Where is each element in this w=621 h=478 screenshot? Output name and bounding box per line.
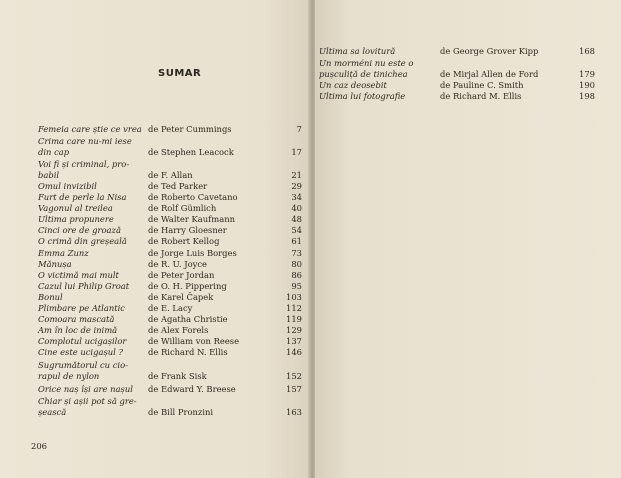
- entry-author: de William von Reese: [148, 336, 240, 346]
- entry-title: Plimbare pe Atlantic: [38, 303, 125, 313]
- entry-author: de Agatha Christie: [148, 314, 228, 324]
- entry-page-number: 146: [286, 347, 302, 357]
- entry-title: Ultima sa lovitură: [319, 46, 396, 56]
- entry-author: de Mirjal Allen de Ford: [440, 69, 539, 79]
- entry-author: de Frank Sisk: [148, 371, 207, 381]
- entry-page-number: 7: [296, 124, 302, 134]
- entry-page-number: 179: [579, 69, 595, 79]
- entry-page-number: 40: [291, 203, 302, 213]
- entry-page-number: 86: [291, 270, 302, 280]
- entry-author: de Rolf Gümlich: [148, 203, 217, 213]
- entry-page-number: 95: [291, 281, 302, 291]
- entry-title: Sugrumătorul cu cio-: [38, 360, 128, 370]
- entry-title: Un morméni nu este o: [319, 58, 414, 68]
- entry-title: Mănușa: [38, 259, 72, 269]
- entry-page-number: 112: [286, 303, 302, 313]
- entry-page-number: 119: [286, 314, 302, 324]
- entry-author: de Peter Cummings: [148, 124, 232, 134]
- entry-title: Voi fi și criminal, pro-: [38, 159, 130, 169]
- entry-page-number: 163: [286, 407, 302, 417]
- entry-title: Ultima lui fotografie: [319, 91, 406, 101]
- entry-author: de Pauline C. Smith: [440, 80, 524, 90]
- page-title: SUMAR: [158, 68, 202, 79]
- entry-author: de Richard N. Ellis: [148, 347, 228, 357]
- entry-title: Comoara mascată: [38, 314, 115, 324]
- entry-author: de O. H. Pippering: [148, 281, 227, 291]
- entry-page-number: 61: [291, 236, 302, 246]
- entry-title: Omul invizibil: [38, 181, 97, 191]
- entry-author: de Alex Forels: [148, 325, 209, 335]
- entry-author: de Ted Parker: [148, 181, 208, 191]
- entry-author: de Peter Jordan: [148, 270, 215, 280]
- entry-author: de E. Lacy: [148, 303, 193, 313]
- entry-page-number: 73: [291, 248, 302, 258]
- entry-title: Cinci ore de groază: [38, 225, 121, 235]
- entry-title: Crima care nu-mi iese: [38, 136, 132, 146]
- entry-author: de Jorge Luis Borges: [148, 248, 237, 258]
- entry-page-number: 17: [291, 147, 302, 157]
- entry-title: Chiar și așii pot să gre-: [38, 396, 137, 406]
- entry-author: de Robert Kellog: [148, 236, 220, 246]
- entry-title: șească: [38, 407, 67, 417]
- entry-page-number: 129: [286, 325, 302, 335]
- entry-page-number: 54: [291, 225, 302, 235]
- entry-title: babil: [38, 170, 60, 180]
- entry-page-number: 137: [286, 336, 302, 346]
- entry-page-number: 168: [579, 46, 595, 56]
- entry-author: de Bill Pronzini: [148, 407, 214, 417]
- entry-author: de Richard M. Ellis: [440, 91, 522, 101]
- table-of-contents-continued: [315, 0, 621, 478]
- entry-page-number: 157: [286, 384, 302, 394]
- entry-author: de R. U. Joyce: [148, 259, 207, 269]
- entry-page-number: 80: [291, 259, 302, 269]
- entry-title: Cine este ucigașul ?: [38, 347, 123, 357]
- entry-title: Furt de perle la Nisa: [38, 192, 127, 202]
- entry-title: O victimă mai mult: [38, 270, 119, 280]
- entry-page-number: 34: [291, 192, 302, 202]
- page-number: 206: [31, 441, 47, 451]
- entry-title: Am în loc de inimă: [38, 325, 118, 335]
- entry-title: Complotul ucigașilor: [38, 336, 127, 346]
- entry-author: de Roberto Cavetano: [148, 192, 238, 202]
- entry-page-number: 198: [579, 91, 595, 101]
- entry-author: de George Grover Kipp: [440, 46, 539, 56]
- entry-page-number: 29: [291, 181, 302, 191]
- entry-title: Cazul lui Philip Groat: [38, 281, 130, 291]
- entry-title: rapul de nylon: [38, 371, 100, 381]
- entry-author: de Edward Y. Breese: [148, 384, 236, 394]
- entry-author: de Stephen Leacock: [148, 147, 234, 157]
- entry-author: de Harry Gloesner: [148, 225, 227, 235]
- entry-author: de F. Allan: [148, 170, 193, 180]
- entry-page-number: 21: [291, 170, 302, 180]
- entry-title: pușculiță de tinichea: [319, 69, 408, 79]
- entry-page-number: 103: [286, 292, 302, 302]
- entry-title: Vagonul al treilea: [38, 203, 113, 213]
- entry-title: Emma Zunz: [38, 248, 89, 258]
- entry-author: de Karel Čapek: [148, 292, 214, 302]
- entry-page-number: 152: [286, 371, 302, 381]
- entry-page-number: 48: [291, 214, 302, 224]
- entry-title: Femeia care știe ce vrea: [38, 124, 142, 134]
- entry-title: Un caz deosebit: [319, 80, 387, 90]
- entry-title: O crimă din greșeală: [38, 236, 127, 246]
- entry-title: Ultima propunere: [38, 214, 114, 224]
- entry-title: Orice naș își are nașul: [38, 384, 133, 394]
- entry-title: Bonul: [38, 292, 63, 302]
- entry-title: din cap: [38, 147, 70, 157]
- right-page: [315, 0, 621, 478]
- entry-author: de Walter Kaufmann: [148, 214, 235, 224]
- entry-page-number: 190: [579, 80, 595, 90]
